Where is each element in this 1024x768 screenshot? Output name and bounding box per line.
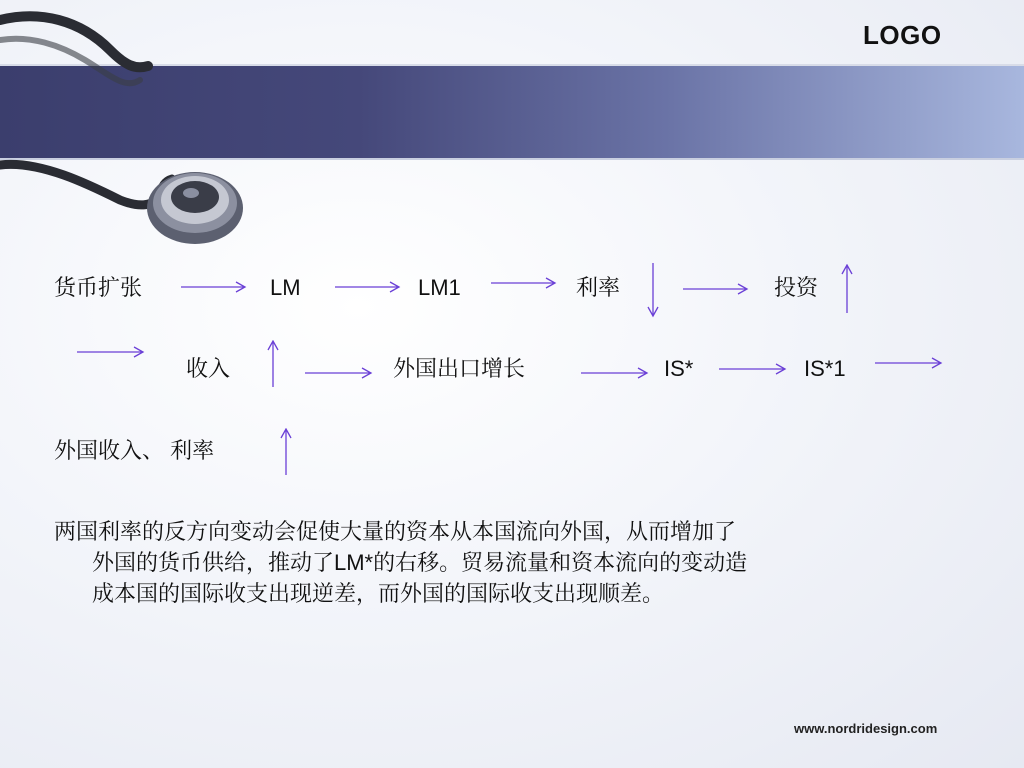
text-money-expansion: 货币扩张 bbox=[54, 275, 143, 300]
logo: LOGO bbox=[863, 20, 942, 50]
paragraph-line: 成本国的国际收支出现逆差，而外国的国际收支出现顺差。 bbox=[92, 581, 665, 606]
text-foreign-export-growth: 外国出口增长 bbox=[393, 356, 526, 381]
arrow-right-icon bbox=[874, 356, 944, 370]
arrow-right-icon bbox=[682, 282, 750, 296]
arrow-right-icon bbox=[180, 280, 248, 294]
text-lm: LM bbox=[270, 275, 301, 300]
text-lm1: LM1 bbox=[418, 275, 461, 300]
text-foreign-income-rate: 外国收入、 利率 bbox=[54, 438, 215, 463]
explanation-paragraph bbox=[54, 516, 954, 609]
arrow-up-icon bbox=[839, 264, 855, 314]
stethoscope-icon bbox=[0, 0, 260, 260]
text-is-star-1: IS*1 bbox=[804, 356, 846, 381]
arrow-right-icon bbox=[490, 276, 558, 290]
arrow-right-icon bbox=[304, 366, 374, 380]
paragraph-line: 外国的货币供给，推动了LM*的右移。贸易流量和资本流向的变动造 bbox=[92, 550, 748, 575]
arrow-down-icon bbox=[645, 262, 661, 318]
arrow-right-icon bbox=[580, 366, 650, 380]
arrow-up-icon bbox=[278, 428, 294, 476]
text-investment: 投资 bbox=[774, 275, 819, 300]
arrow-right-icon bbox=[718, 362, 788, 376]
text-income: 收入 bbox=[186, 356, 231, 381]
footer-website: www.nordridesign.com bbox=[794, 721, 938, 736]
text-is-star: IS* bbox=[664, 356, 694, 381]
arrow-right-icon bbox=[334, 280, 402, 294]
arrow-up-icon bbox=[265, 340, 281, 388]
paragraph-line: 两国利率的反方向变动会促使大量的资本从本国流向外国，从而增加了 bbox=[54, 519, 737, 544]
text-interest-rate: 利率 bbox=[576, 275, 621, 300]
arrow-right-icon bbox=[76, 345, 146, 359]
